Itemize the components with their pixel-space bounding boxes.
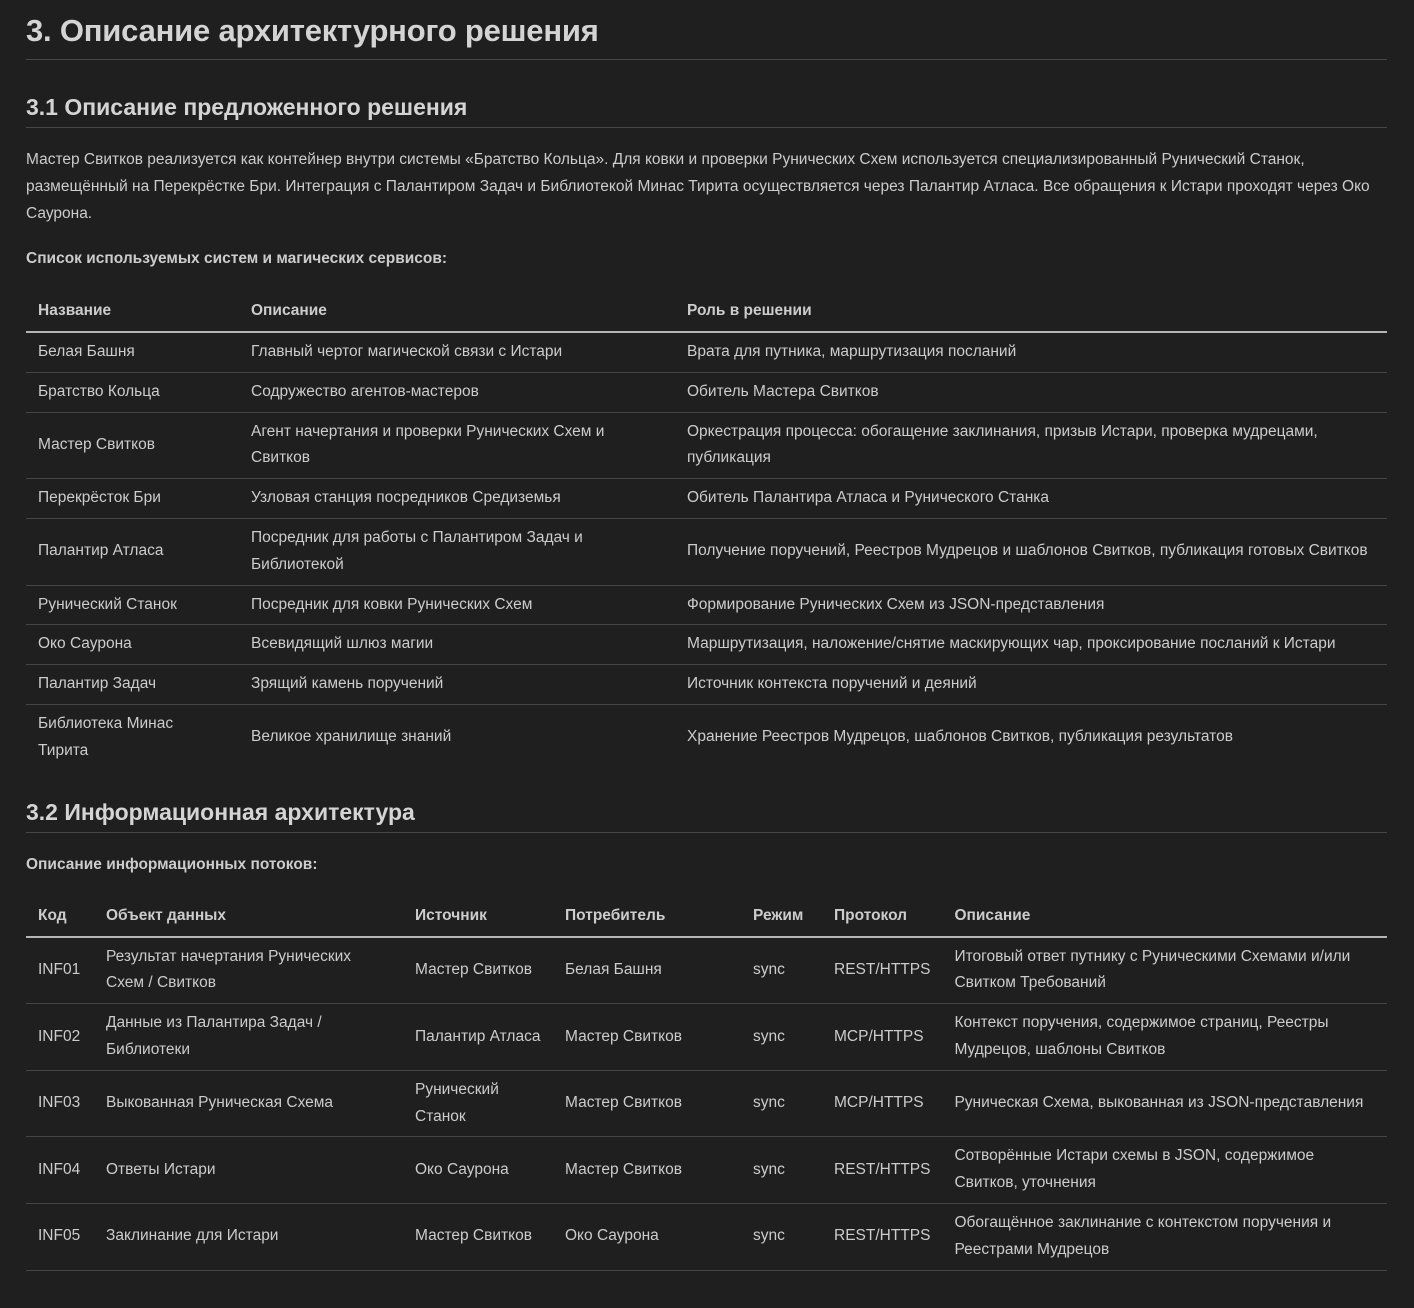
system-role: Обитель Палантира Атласа и Рунического Станка — [675, 479, 1387, 519]
flows-table-header — [26, 903, 1387, 937]
system-role: Маршрутизация, наложение/снятие маскирующих чар, проксирование посланий к Истари — [675, 625, 1387, 665]
header-protocol: Протокол — [822, 903, 942, 937]
flow-data-object: Ответы Истари — [94, 1137, 403, 1204]
table-row — [26, 704, 1387, 770]
flow-source: Мастер Свитков — [403, 937, 553, 1004]
system-role: Обитель Мастера Свитков — [675, 372, 1387, 412]
system-name: Белая Башня — [26, 332, 239, 372]
flow-source: Мастер Свитков — [403, 1203, 553, 1270]
flow-data-object: Выкованная Руническая Схема — [94, 1070, 403, 1137]
flow-mode: sync — [741, 1070, 822, 1137]
header-consumer: Потребитель — [553, 903, 741, 937]
table-row — [26, 412, 1387, 479]
table-row — [26, 1137, 1387, 1204]
system-name: Палантир Задач — [26, 665, 239, 705]
table-row — [26, 372, 1387, 412]
systems-table — [26, 298, 1387, 771]
system-description: Агент начертания и проверки Рунических Схем и Свитков — [239, 412, 675, 479]
header-description: Описание — [942, 903, 1387, 937]
system-description: Содружество агентов-мастеров — [239, 372, 675, 412]
system-name: Око Саурона — [26, 625, 239, 665]
table-row — [26, 479, 1387, 519]
flow-source: Рунический Станок — [403, 1070, 553, 1137]
table-row — [26, 665, 1387, 705]
flows-list-label: Описание информационных потоков: — [26, 855, 318, 873]
flow-source: Палантир Атласа — [403, 1004, 553, 1071]
header-name: Название — [26, 298, 239, 332]
flow-consumer: Мастер Свитков — [553, 1137, 741, 1204]
flow-code: INF04 — [26, 1137, 94, 1204]
flow-mode: sync — [741, 1004, 822, 1071]
table-row — [26, 585, 1387, 625]
flow-code: INF01 — [26, 937, 94, 1004]
table-row — [26, 518, 1387, 585]
system-name: Перекрёсток Бри — [26, 479, 239, 519]
header-data-object: Объект данных — [94, 903, 403, 937]
flow-protocol: REST/HTTPS — [822, 1137, 942, 1204]
flow-consumer: Мастер Свитков — [553, 1070, 741, 1137]
flow-code: INF03 — [26, 1070, 94, 1137]
system-role: Источник контекста поручений и деяний — [675, 665, 1387, 705]
system-role: Формирование Рунических Схем из JSON-представления — [675, 585, 1387, 625]
system-role: Оркестрация процесса: обогащение заклинания, призыв Истари, проверка мудрецами, публикация — [675, 412, 1387, 479]
flow-consumer: Мастер Свитков — [553, 1004, 741, 1071]
flow-consumer: Белая Башня — [553, 937, 741, 1004]
system-name: Братство Кольца — [26, 372, 239, 412]
subsection-title-3-1: 3.1 Описание предложенного решения — [26, 60, 1387, 128]
header-source: Источник — [403, 903, 553, 937]
flow-code: INF02 — [26, 1004, 94, 1071]
table-row — [26, 937, 1387, 1004]
table-row — [26, 332, 1387, 372]
header-description: Описание — [239, 298, 675, 332]
flow-protocol: REST/HTTPS — [822, 937, 942, 1004]
flow-data-object: Результат начертания Рунических Схем / Свитков — [94, 937, 403, 1004]
system-name: Рунический Станок — [26, 585, 239, 625]
flow-code: INF05 — [26, 1203, 94, 1270]
flow-data-object: Данные из Палантира Задач / Библиотеки — [94, 1004, 403, 1071]
flow-mode: sync — [741, 1203, 822, 1270]
flow-mode: sync — [741, 937, 822, 1004]
table-row — [26, 1203, 1387, 1270]
system-name: Мастер Свитков — [26, 412, 239, 479]
header-mode: Режим — [741, 903, 822, 937]
flow-description: Сотворённые Истари схемы в JSON, содержимое Свитков, уточнения — [942, 1137, 1387, 1204]
table-row — [26, 1070, 1387, 1137]
system-role: Врата для путника, маршрутизация посланий — [675, 332, 1387, 372]
flow-mode: sync — [741, 1137, 822, 1204]
system-description: Узловая станция посредников Средиземья — [239, 479, 675, 519]
flows-table — [26, 903, 1387, 1271]
system-name: Библиотека Минас Тирита — [38, 714, 174, 759]
header-role: Роль в решении — [675, 298, 1387, 332]
system-description: Великое хранилище знаний — [251, 728, 452, 746]
system-role: Хранение Реестров Мудрецов, шаблонов Свитков, публикация результатов — [687, 728, 1233, 746]
system-description: Посредник для работы с Палантиром Задач и Библиотекой — [239, 518, 675, 585]
section-title: 3. Описание архитектурного решения — [26, 0, 1387, 60]
subsection-title-3-2: 3.2 Информационная архитектура — [26, 771, 1387, 833]
system-description: Главный чертог магической связи с Истари — [239, 332, 675, 372]
system-description: Посредник для ковки Рунических Схем — [239, 585, 675, 625]
system-description: Зрящий камень поручений — [239, 665, 675, 705]
table-row — [26, 1004, 1387, 1071]
flow-protocol: MCP/HTTPS — [822, 1070, 942, 1137]
flow-description: Руническая Схема, выкованная из JSON-представления — [942, 1070, 1387, 1137]
flow-consumer: Око Саурона — [553, 1203, 741, 1270]
flow-source: Око Саурона — [403, 1137, 553, 1204]
flow-data-object: Заклинание для Истари — [94, 1203, 403, 1270]
flow-protocol: REST/HTTPS — [822, 1203, 942, 1270]
systems-table-header — [26, 298, 1387, 332]
table-row — [26, 625, 1387, 665]
system-description: Всевидящий шлюз магии — [239, 625, 675, 665]
flow-protocol: MCP/HTTPS — [822, 1004, 942, 1071]
flow-description: Итоговый ответ путнику с Руническими Схемами и/или Свитком Требований — [942, 937, 1387, 1004]
header-code: Код — [26, 903, 94, 937]
flow-description: Обогащённое заклинание с контекстом поручения и Реестрами Мудрецов — [942, 1203, 1387, 1270]
flow-description: Контекст поручения, содержимое страниц, Реестры Мудрецов, шаблоны Свитков — [942, 1004, 1387, 1071]
solution-paragraph: Мастер Свитков реализуется как контейнер внутри системы «Братство Кольца». Для ковки и проверки Рунических Схем используется специализированный Рунический Станок, размещённый на Перекрёстке Бри. Интеграция с Палантиром Задач и Библиотекой Минас Тирита осуществляется через Палантир Атласа. Все обращения к Истари проходят через Око Саурона. — [26, 151, 1370, 222]
system-name: Палантир Атласа — [26, 518, 239, 585]
system-role: Получение поручений, Реестров Мудрецов и шаблонов Свитков, публикация готовых Свитков — [675, 518, 1387, 585]
systems-list-label: Список используемых систем и магических сервисов: — [26, 250, 448, 267]
